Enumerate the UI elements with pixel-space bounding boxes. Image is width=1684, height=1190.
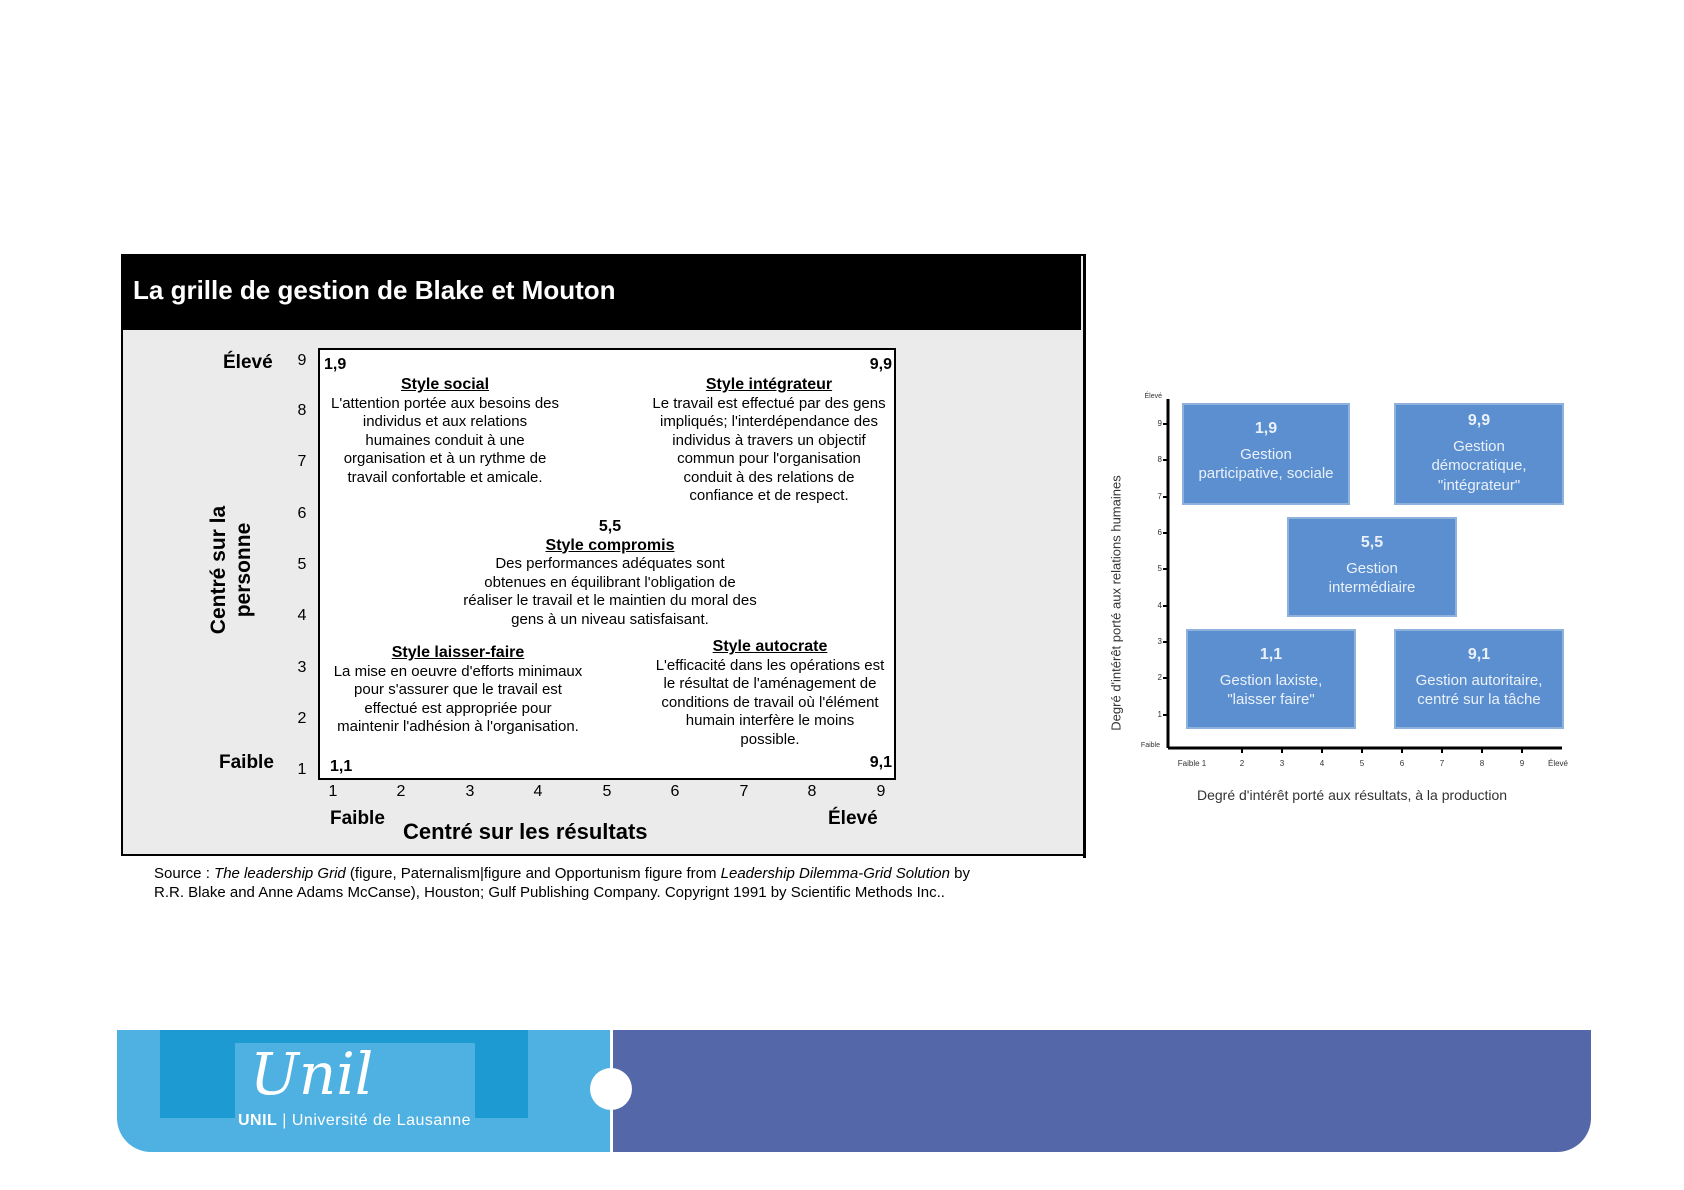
r-y-tick: 6	[1157, 528, 1162, 537]
corner-1-9: 1,9	[324, 356, 347, 373]
box-5-5	[1287, 517, 1457, 617]
box-line: Gestion	[1453, 437, 1505, 455]
y-axis-high-label: Élevé	[223, 352, 273, 373]
style-compromis-line: Des performances adéquates sont	[495, 555, 725, 572]
source-prefix: Source :	[154, 865, 215, 882]
r-y-axis-title-text: Degré d'intérêt porté aux relations humaines	[1108, 475, 1124, 731]
style-autocrate-line: possible.	[740, 730, 800, 748]
corner-1-1: 1,1	[330, 758, 353, 775]
r-x-tick: 2	[1239, 759, 1245, 768]
r-y-top-label: Élevé	[1144, 393, 1162, 400]
style-compromis-block	[450, 518, 770, 629]
box-line: centré sur la tâche	[1417, 691, 1541, 708]
r-y-tick: 5	[1157, 564, 1162, 573]
r-x-tick: 8	[1479, 759, 1485, 768]
style-integrateur-line: commun pour l'organisation	[677, 450, 861, 467]
x-tick: 4	[533, 783, 543, 800]
style-laisser-faire-line: La mise en oeuvre d'efforts minimaux	[333, 662, 583, 680]
y-axis-title-line2: personne	[232, 522, 255, 618]
r-x-first-label: Faible 1	[1177, 759, 1207, 768]
r-x-tick: 9	[1519, 759, 1525, 768]
r-x-axis-title: Degré d'intérêt porté aux résultats, à la production	[1197, 787, 1508, 803]
r-y-tick: 9	[1157, 419, 1162, 428]
source-italic-book: Leadership Dilemma-Grid Solution	[720, 865, 950, 882]
style-compromis-line: obtenues en équilibrant l'obligation de	[484, 573, 736, 591]
grid-box	[318, 348, 896, 780]
r-x-tick: 4	[1319, 759, 1325, 768]
style-integrateur-line: impliqués; l'interdépendance des	[659, 413, 878, 430]
corner-9-9: 9,9	[869, 356, 892, 373]
x-tick: 1	[328, 783, 338, 800]
footer-right-band	[613, 1030, 1591, 1152]
style-autocrate-line: humain interfère le moins	[685, 712, 855, 729]
style-social-line: organisation et à un rythme de	[343, 450, 547, 467]
source-line2: R.R. Blake and Anne Adams McCanse), Houston; Gulf Publishing Company. Copyrignt 1991 by Scientific Methods Inc..	[154, 884, 945, 901]
style-integrateur-block	[642, 376, 896, 506]
r-y-tick: 4	[1157, 601, 1162, 610]
box-line: "laisser faire"	[1227, 691, 1315, 708]
box-9-9	[1394, 403, 1564, 505]
x-tick: 8	[807, 783, 817, 800]
style-compromis-line: gens à un niveau satisfaisant.	[511, 610, 709, 628]
box-line: Gestion	[1240, 445, 1292, 463]
box-code: 9,9	[1467, 412, 1491, 429]
r-y-tick: 3	[1157, 637, 1162, 646]
x-tick: 2	[396, 783, 406, 800]
r-x-tick: 6	[1399, 759, 1405, 768]
x-tick: 9	[876, 783, 886, 800]
unil-logo-script: Unil	[250, 1040, 374, 1108]
box-line: intermédiaire	[1328, 579, 1416, 596]
box-9-1	[1394, 629, 1564, 729]
style-integrateur-line: conduit à des relations de	[683, 468, 855, 486]
style-autocrate-block	[644, 638, 896, 749]
y-tick: 7	[297, 453, 307, 470]
box-line: participative, sociale	[1198, 465, 1334, 482]
style-social-line: travail confortable et amicale.	[347, 468, 543, 486]
style-laisser-faire-title: Style laisser-faire	[391, 644, 525, 661]
box-1-9	[1182, 403, 1350, 505]
style-autocrate-line: le résultat de l'aménagement de	[663, 675, 877, 692]
source-suffix: by	[949, 865, 970, 882]
style-autocrate-line: conditions de travail où l'élément	[661, 693, 879, 711]
style-social-line: humaines conduit à une	[365, 431, 525, 449]
r-x-tick: 7	[1439, 759, 1445, 768]
style-laisser-faire-line: maintenir l'adhésion à l'organisation.	[337, 718, 579, 735]
y-tick: 6	[297, 505, 307, 522]
y-tick: 8	[297, 402, 307, 419]
y-axis-low-label: Faible	[219, 752, 274, 773]
x-tick: 6	[670, 783, 680, 800]
source-middle: (figure, Paternalism|figure and Opportunism figure from	[345, 865, 721, 882]
style-social-line: L'attention portée aux besoins des	[330, 394, 560, 412]
y-tick: 1	[297, 761, 307, 778]
box-line: "intégrateur"	[1437, 476, 1521, 494]
box-code: 9,1	[1467, 646, 1491, 663]
style-integrateur-line: confiance et de respect.	[689, 487, 849, 504]
y-tick: 9	[297, 352, 307, 369]
style-social-line: individus et aux relations	[362, 413, 528, 430]
managerial-grid-chart	[1100, 385, 1570, 825]
y-tick: 3	[297, 659, 307, 676]
box-code: 1,1	[1259, 646, 1283, 663]
corner-9-1: 9,1	[869, 754, 892, 771]
style-compromis-line: réaliser le travail et le maintien du moral des	[463, 592, 757, 609]
source-citation	[154, 864, 1054, 902]
r-x-last-label: Élevé	[1547, 759, 1568, 768]
style-social-title: Style social	[400, 376, 490, 393]
r-x-tick: 3	[1279, 759, 1285, 768]
box-1-1	[1186, 629, 1356, 729]
corner-5-5: 5,5	[598, 518, 622, 535]
style-social-block	[320, 376, 570, 487]
r-y-tick: 7	[1157, 492, 1162, 501]
x-tick: 3	[465, 783, 475, 800]
style-laisser-faire-block	[326, 644, 590, 737]
logo-university: Université de Lausanne	[291, 1112, 471, 1129]
box-line: Gestion autoritaire,	[1415, 671, 1543, 689]
r-y-bottom-label: Faible	[1140, 742, 1160, 749]
x-tick: 7	[739, 783, 749, 800]
box-code: 5,5	[1360, 534, 1384, 551]
style-laisser-faire-line: pour s'assurer que le travail est	[354, 681, 562, 698]
r-y-tick: 2	[1157, 673, 1162, 682]
y-tick: 2	[297, 710, 307, 727]
r-x-tick: 5	[1359, 759, 1365, 768]
panel-shadow	[1083, 254, 1086, 858]
x-axis-high-label: Élevé	[828, 808, 878, 829]
source-italic-title: The leadership Grid	[214, 865, 346, 882]
r-y-tick: 1	[1157, 710, 1162, 719]
panel-title-bar	[123, 256, 1081, 330]
r-y-tick: 8	[1157, 455, 1162, 464]
x-tick: 5	[602, 783, 612, 800]
panel-title: La grille de gestion de Blake et Mouton	[133, 275, 616, 305]
style-compromis-title: Style compromis	[545, 536, 675, 554]
box-line: démocratique,	[1431, 457, 1527, 474]
y-tick: 4	[297, 607, 307, 624]
box-line: Gestion laxiste,	[1219, 671, 1323, 689]
x-axis-title: Centré sur les résultats	[403, 819, 648, 844]
style-integrateur-title: Style intégrateur	[705, 376, 833, 393]
box-line: Gestion	[1346, 559, 1398, 577]
style-integrateur-line: individus à travers un objectif	[672, 431, 866, 449]
x-axis-low-label: Faible	[330, 808, 385, 829]
y-tick: 5	[297, 556, 307, 573]
box-code: 1,9	[1254, 420, 1278, 437]
logo-separator: |	[277, 1112, 292, 1129]
style-integrateur-line: Le travail est effectué par des gens	[652, 394, 886, 412]
logo-brand: UNIL	[238, 1112, 278, 1129]
style-laisser-faire-line: effectué est appropriée pour	[364, 699, 552, 717]
style-autocrate-title: Style autocrate	[712, 638, 828, 655]
footer-divider-dot	[590, 1068, 632, 1110]
unil-logo-text	[238, 1112, 471, 1130]
y-axis-title-line1: Centré sur la	[207, 505, 230, 635]
style-autocrate-line: L'efficacité dans les opérations est	[655, 656, 885, 674]
blake-mouton-grid-panel	[121, 254, 1085, 856]
